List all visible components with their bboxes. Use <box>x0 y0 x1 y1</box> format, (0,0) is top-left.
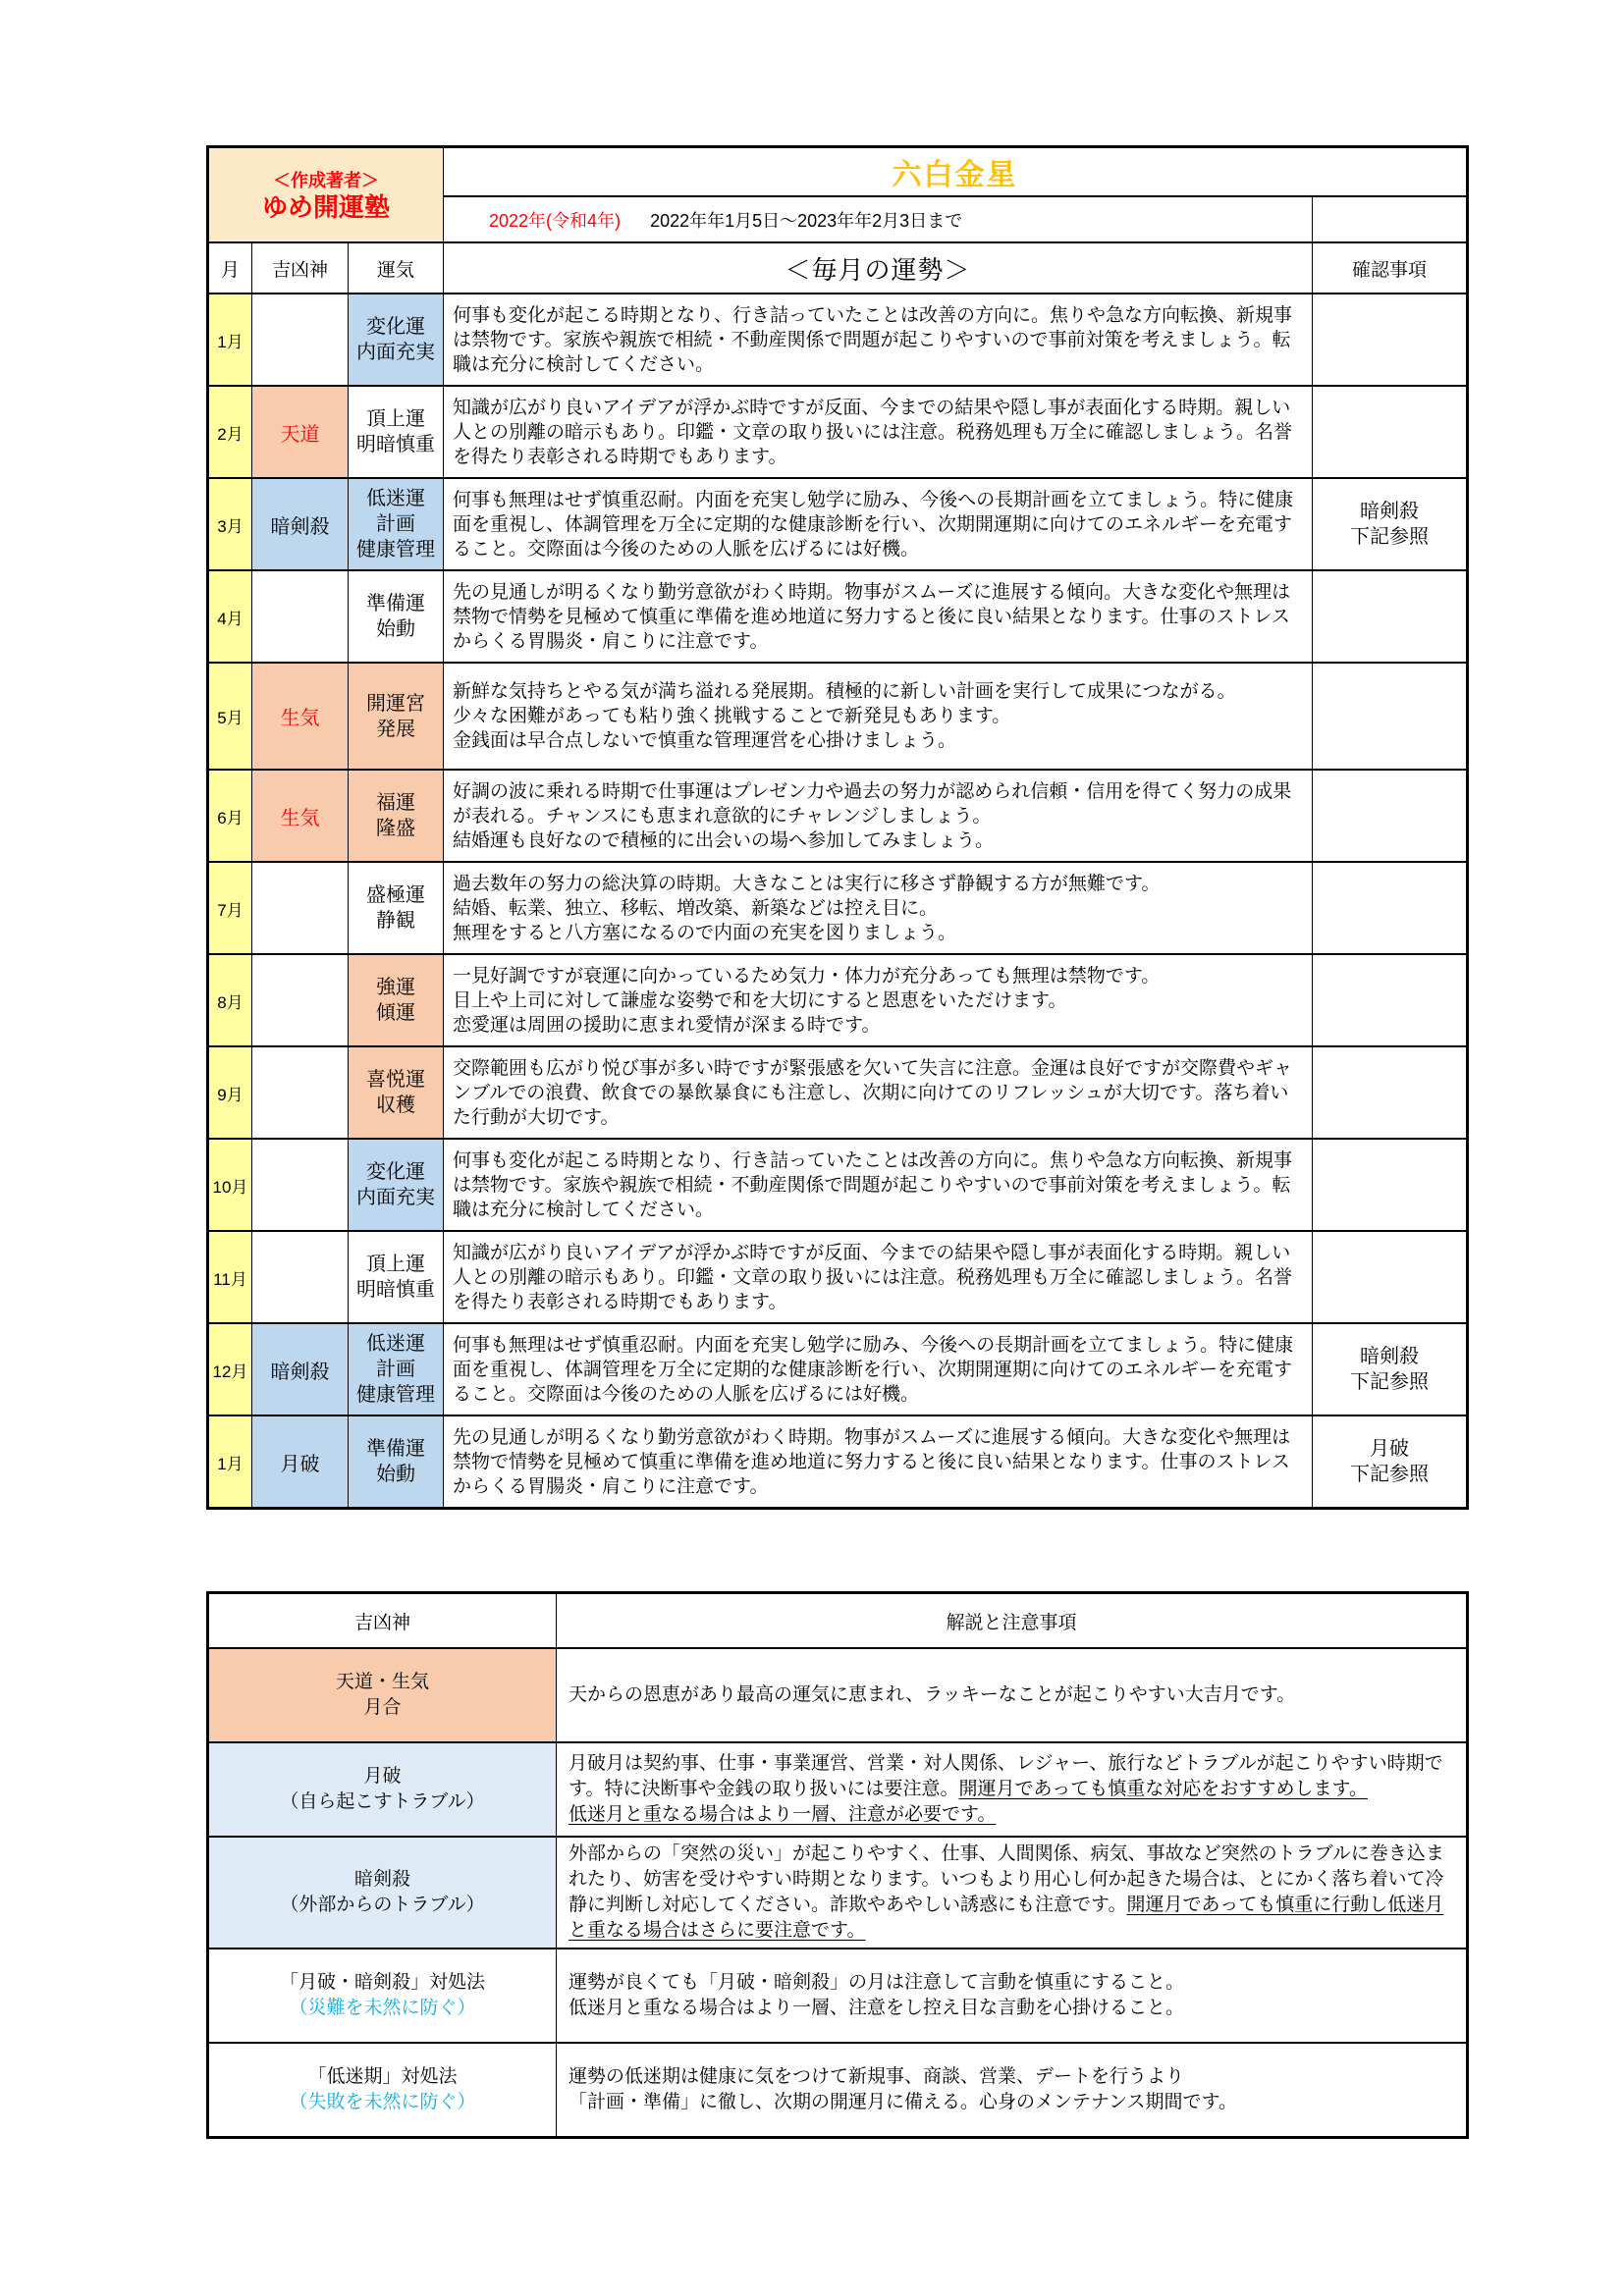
table-row-jan <box>208 294 1468 386</box>
luck-cell: 頂上運 明暗慎重 <box>349 386 444 478</box>
fortune-cell: 何事も無理はせず慎重忍耐。内面を充実し勉学に励み、今後への長期計画を立てましょう。特に健康面を重視し、体調管理を万全に定期的な健康診断を行い、次期開運期に向けてのエネルギーを充電すること。交際面は今後のための人脈を広げるには好機。 <box>444 478 1313 570</box>
luck-cell: 準備運 始動 <box>349 570 444 663</box>
fortune-cell: 知識が広がり良いアイデアが浮かぶ時ですが反面、今までの結果や隠し事が表面化する時期。親しい人との別離の暗示もあり。印鑑・文章の取り扱いには注意。税務処理も万全に確認しましょう。名誉を得たり表彰される時期でもあります。 <box>444 386 1313 478</box>
notes-title-black: 「月破・暗剣殺」対処法 <box>279 1972 485 1993</box>
col-header-fortune: ＜毎月の運勢＞ <box>444 242 1313 294</box>
table-row-sep <box>208 1046 1468 1139</box>
title-row <box>208 147 1468 197</box>
notes-row-tendo-seiki <box>208 1648 1468 1742</box>
month-cell: 10月 <box>208 1139 252 1231</box>
year-label: 2022年(令和4年) <box>489 210 622 231</box>
author-cell <box>208 147 444 243</box>
author-label: ＜作成著者＞ <box>273 170 379 190</box>
notes-row-geppa <box>208 1742 1468 1837</box>
month-cell: 12月 <box>208 1323 252 1415</box>
period-cell <box>444 196 1313 242</box>
table-row-jun <box>208 770 1468 862</box>
notes-table <box>206 1591 1469 2139</box>
fortune-cell: 先の見通しが明るくなり勤労意欲がわく時期。物事がスムーズに進展する傾向。大きな変化や無理は禁物で情勢を見極めて慎重に準備を進め地道に努力すると後に良い結果となります。仕事のストレスからくる胃腸炎・肩こりに注意です。 <box>444 570 1313 663</box>
luck-cell: 変化運 内面充実 <box>349 294 444 386</box>
table-row-jul <box>208 862 1468 954</box>
notes-body-cell <box>557 1837 1468 1949</box>
luck-cell: 準備運 始動 <box>349 1415 444 1509</box>
luck-cell: 変化運 内面充実 <box>349 1139 444 1231</box>
check-cell <box>1313 294 1468 386</box>
god-cell: 生気 <box>252 663 349 770</box>
notes-title-blue: （災難を未然に防ぐ） <box>289 1998 476 2018</box>
fortune-cell: 一見好調ですが衰運に向かっているため気力・体力が充分あっても無理は禁物です。 目上や上司に対して謙虚な姿勢で和を大切にすると恩恵をいただけます。 恋愛運は周囲の援助に恵まれ愛情が深まる時です。 <box>444 954 1313 1046</box>
notes-body-underline: 開運月であっても慎重な対応をおすすめします。 <box>958 1779 1368 1799</box>
god-cell: 暗剣殺 <box>252 478 349 570</box>
luck-cell: 開運宮 発展 <box>349 663 444 770</box>
notes-title-cell: 暗剣殺 （外部からのトラブル） <box>208 1837 557 1949</box>
god-cell: 月破 <box>252 1415 349 1509</box>
col-header-god: 吉凶神 <box>252 242 349 294</box>
luck-cell: 強運 傾運 <box>349 954 444 1046</box>
notes-body-text: 外部からの「突然の災い」が起こりやすく、仕事、人間関係、病気、事故など突然のトラブルに巻き込まれたり、妨害を受けやすい時期となります。いつもより用心し何か起きた場合は、とにかく落ち着いて冷静に判断し対応してください。詐欺やあやしい誘惑にも注意です。 <box>568 1843 1444 1915</box>
notes-body-cell <box>557 1742 1468 1837</box>
god-cell <box>252 1046 349 1139</box>
notes-body-cell: 運勢が良くても「月破・暗剣殺」の月は注意して言動を慎重にすること。 低迷月と重なる場合はより一層、注意をし控え目な言動を心掛けること。 <box>557 1949 1468 2043</box>
check-cell <box>1313 1046 1468 1139</box>
period-label: 2022年年1月5日～2023年年2月3日まで <box>650 210 963 231</box>
fortune-cell: 過去数年の努力の総決算の時期。大きなことは実行に移さず静観する方が無難です。 結婚、転業、独立、移転、増改築、新築などは控え目に。 無理をすると八方塞になるので内面の充実を図りましょう。 <box>444 862 1313 954</box>
table-row-jan-next <box>208 1415 1468 1509</box>
luck-cell: 喜悦運 収穫 <box>349 1046 444 1139</box>
author-name: ゆめ開運塾 <box>262 191 391 222</box>
check-cell <box>1313 1231 1468 1323</box>
notes-body-underline: 低迷月と重なる場合はより一層、注意が必要です。 <box>568 1804 997 1825</box>
god-cell <box>252 294 349 386</box>
fortune-cell: 交際範囲も広がり悦び事が多い時ですが緊張感を欠いて失言に注意。金運は良好ですが交際費やギャンブルでの浪費、飲食での暴飲暴食にも注意し、次期に向けてのリフレッシュが大切です。落ち着いた行動が大切です。 <box>444 1046 1313 1139</box>
check-cell: 暗剣殺 下記参照 <box>1313 1323 1468 1415</box>
table-row-may <box>208 663 1468 770</box>
monthly-fortune-table <box>206 145 1469 1510</box>
period-right-empty-cell <box>1313 196 1468 242</box>
luck-cell: 頂上運 明暗慎重 <box>349 1231 444 1323</box>
notes-title-cell <box>208 2043 557 2138</box>
check-cell <box>1313 570 1468 663</box>
god-cell: 天道 <box>252 386 349 478</box>
check-cell <box>1313 770 1468 862</box>
table-row-nov <box>208 1231 1468 1323</box>
god-cell <box>252 1139 349 1231</box>
column-header-row <box>208 242 1468 294</box>
notes-header-row <box>208 1593 1468 1649</box>
notes-body-cell: 運勢の低迷期は健康に気をつけて新規事、商談、営業、デートを行うより 「計画・準備」に徹し、次期の開運月に備える。心身のメンテナンス期間です。 <box>557 2043 1468 2138</box>
notes-title-cell <box>208 1949 557 2043</box>
luck-cell: 福運 隆盛 <box>349 770 444 862</box>
god-cell <box>252 570 349 663</box>
fortune-cell: 知識が広がり良いアイデアが浮かぶ時ですが反面、今までの結果や隠し事が表面化する時期。親しい人との別離の暗示もあり。印鑑・文章の取り扱いには注意。税務処理も万全に確認しましょう。名誉を得たり表彰される時期でもあります。 <box>444 1231 1313 1323</box>
table-row-oct <box>208 1139 1468 1231</box>
table-row-mar <box>208 478 1468 570</box>
table-row-aug <box>208 954 1468 1046</box>
fortune-cell: 何事も無理はせず慎重忍耐。内面を充実し勉学に励み、今後への長期計画を立てましょう。特に健康面を重視し、体調管理を万全に定期的な健康診断を行い、次期開運期に向けてのエネルギーを充電すること。交際面は今後のための人脈を広げるには好機。 <box>444 1323 1313 1415</box>
col-header-month: 月 <box>208 242 252 294</box>
month-cell: 1月 <box>208 1415 252 1509</box>
notes-header-god: 吉凶神 <box>208 1593 557 1649</box>
fortune-cell: 何事も変化が起こる時期となり、行き詰っていたことは改善の方向に。焦りや急な方向転換、新規事は禁物です。家族や親族で相続・不動産関係で問題が起こりやすいので事前対策を考えましょう。転職は充分に検討してください。 <box>444 1139 1313 1231</box>
god-cell <box>252 954 349 1046</box>
notes-title-cell: 月破 （自ら起こすトラブル） <box>208 1742 557 1837</box>
god-cell <box>252 1231 349 1323</box>
luck-cell: 低迷運 計画 健康管理 <box>349 478 444 570</box>
month-cell: 4月 <box>208 570 252 663</box>
notes-row-taishoho-2 <box>208 2043 1468 2138</box>
check-cell <box>1313 954 1468 1046</box>
fortune-cell: 先の見通しが明るくなり勤労意欲がわく時期。物事がスムーズに進展する傾向。大きな変化や無理は禁物で情勢を見極めて慎重に準備を進め地道に努力すると後に良い結果となります。仕事のストレスからくる胃腸炎・肩こりに注意です。 <box>444 1415 1313 1509</box>
check-cell: 月破 下記参照 <box>1313 1415 1468 1509</box>
god-cell: 生気 <box>252 770 349 862</box>
check-cell <box>1313 386 1468 478</box>
check-cell <box>1313 862 1468 954</box>
notes-row-taishoho-1 <box>208 1949 1468 2043</box>
month-cell: 2月 <box>208 386 252 478</box>
fortune-cell: 新鮮な気持ちとやる気が満ち溢れる発展期。積極的に新しい計画を実行して成果につながる。 少々な困難があっても粘り強く挑戦することで新発見もあります。 金銭面は早合点しないで慎重な管理運営を心掛けましょう。 <box>444 663 1313 770</box>
notes-title-blue: （失敗を未然に防ぐ） <box>289 2092 476 2112</box>
notes-body-cell: 天からの恩恵があり最高の運気に恵まれ、ラッキーなことが起こりやすい大吉月です。 <box>557 1648 1468 1742</box>
fortune-cell: 好調の波に乗れる時期で仕事運はプレゼン力や過去の努力が認められ信頼・信用を得てく努力の成果が表れる。チャンスにも恵まれ意欲的にチャレンジしましょう。 結婚運も良好なので積極的に出会いの場へ参加してみましょう。 <box>444 770 1313 862</box>
notes-body-text: 月破月は契約事、仕事・事業運営、営業・対人関係、レジャー、旅行などトラブルが起こりやすい時期です。特に決断事や金銭の取り扱いには要注意。 <box>568 1753 1443 1799</box>
month-cell: 11月 <box>208 1231 252 1323</box>
month-cell: 1月 <box>208 294 252 386</box>
luck-cell: 盛極運 静観 <box>349 862 444 954</box>
luck-cell: 低迷運 計画 健康管理 <box>349 1323 444 1415</box>
col-header-check: 確認事項 <box>1313 242 1468 294</box>
month-cell: 7月 <box>208 862 252 954</box>
notes-row-ankensatsu <box>208 1837 1468 1949</box>
col-header-luck: 運気 <box>349 242 444 294</box>
notes-header-desc: 解説と注意事項 <box>557 1593 1468 1649</box>
month-cell: 8月 <box>208 954 252 1046</box>
god-cell <box>252 862 349 954</box>
month-cell: 3月 <box>208 478 252 570</box>
check-cell: 暗剣殺 下記参照 <box>1313 478 1468 570</box>
check-cell <box>1313 1139 1468 1231</box>
month-cell: 5月 <box>208 663 252 770</box>
table-row-dec <box>208 1323 1468 1415</box>
notes-title-cell: 天道・生気 月合 <box>208 1648 557 1742</box>
star-title: 六白金星 <box>444 147 1468 197</box>
table-row-apr <box>208 570 1468 663</box>
god-cell: 暗剣殺 <box>252 1323 349 1415</box>
month-cell: 6月 <box>208 770 252 862</box>
table-row-feb <box>208 386 1468 478</box>
notes-body-underline: 開運月であっても慎重に行動し低迷月と重なる場合はさらに要注意です。 <box>568 1895 1444 1941</box>
fortune-cell: 何事も変化が起こる時期となり、行き詰っていたことは改善の方向に。焦りや急な方向転換、新規事は禁物です。家族や親族で相続・不動産関係で問題が起こりやすいので事前対策を考えましょう。転職は充分に検討してください。 <box>444 294 1313 386</box>
month-cell: 9月 <box>208 1046 252 1139</box>
notes-title-black: 「低迷期」対処法 <box>307 2066 458 2087</box>
check-cell <box>1313 663 1468 770</box>
